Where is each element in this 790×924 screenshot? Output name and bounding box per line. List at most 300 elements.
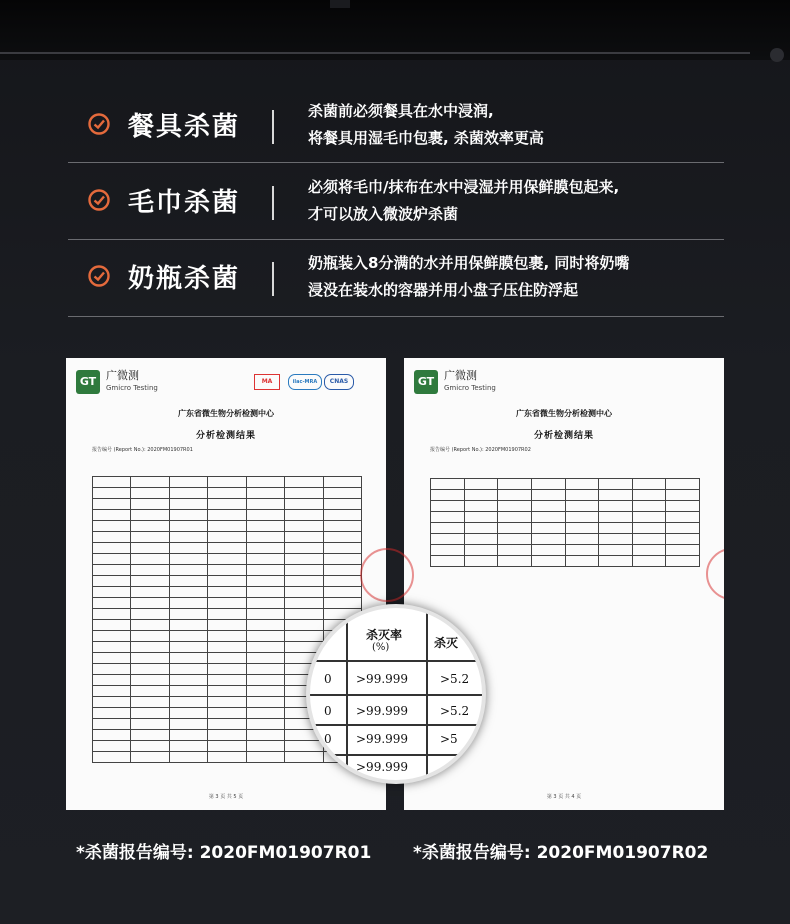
report-table-cell	[246, 642, 284, 653]
report-table-cell	[131, 664, 169, 675]
report-table-cell	[632, 490, 666, 501]
report-table-cell	[208, 510, 246, 521]
report-table	[430, 478, 700, 567]
report-table-cell	[246, 631, 284, 642]
mag-value: >99.999	[356, 760, 409, 774]
report-table-cell	[246, 653, 284, 664]
report-table-cell	[93, 620, 131, 631]
report-table-cell	[93, 587, 131, 598]
report-table-cell	[246, 708, 284, 719]
report-table-cell	[131, 565, 169, 576]
report-table-cell	[246, 521, 284, 532]
report-table-cell	[285, 576, 323, 587]
report-table-cell	[323, 499, 361, 510]
report-table-cell	[93, 488, 131, 499]
report-table-cell	[169, 741, 207, 752]
mag-value: >99.999	[356, 672, 409, 686]
report-table-cell	[131, 653, 169, 664]
report-brand: 广微测 Gmicro Testing	[106, 369, 158, 392]
report-table-cell	[431, 556, 465, 567]
report-table-cell	[632, 534, 666, 545]
gmicro-logo: GT	[414, 370, 438, 394]
report-table-cell	[599, 545, 633, 556]
report-table-cell	[531, 545, 565, 556]
report-table-cell	[131, 477, 169, 488]
report-table-cell	[531, 479, 565, 490]
report-table-cell	[666, 523, 700, 534]
report-table-cell	[599, 556, 633, 567]
report-table-cell	[498, 534, 532, 545]
report-table-cell	[93, 598, 131, 609]
report-table-cell	[93, 686, 131, 697]
report-table-cell	[169, 708, 207, 719]
report-table-cell	[208, 554, 246, 565]
report-table-cell	[93, 532, 131, 543]
report-table-cell	[169, 598, 207, 609]
report-table-cell	[208, 752, 246, 763]
report-table-cell	[285, 477, 323, 488]
report-table-cell	[464, 501, 498, 512]
report-table-cell	[169, 543, 207, 554]
report-table-cell	[93, 631, 131, 642]
report-table-cell	[208, 565, 246, 576]
report-table-row	[93, 598, 362, 609]
report-table-cell	[131, 499, 169, 510]
report-table-cell	[498, 523, 532, 534]
report-table-row	[93, 488, 362, 499]
report-table-cell	[169, 697, 207, 708]
report-table-cell	[246, 609, 284, 620]
report-table-cell	[565, 512, 599, 523]
ilac-cert-icon: ilac-MRA	[288, 374, 322, 390]
feature-row-towel	[68, 164, 724, 240]
report-table-row	[93, 609, 362, 620]
report-number: 报告编号 (Report No.): 2020FM01907R02	[430, 447, 531, 453]
row-divider	[68, 316, 724, 317]
report-table-row	[93, 543, 362, 554]
report-table-row	[93, 510, 362, 521]
report-table-cell	[285, 521, 323, 532]
report-table-cell	[285, 609, 323, 620]
report-table-cell	[531, 556, 565, 567]
report-table-cell	[285, 620, 323, 631]
report-table-cell	[599, 501, 633, 512]
report-table-cell	[93, 642, 131, 653]
report-table-cell	[169, 499, 207, 510]
report-table-cell	[666, 556, 700, 567]
report-table-cell	[323, 543, 361, 554]
report-table-cell	[208, 730, 246, 741]
report-table-cell	[285, 499, 323, 510]
report-table-cell	[208, 664, 246, 675]
report-table-row	[93, 620, 362, 631]
report-table-cell	[131, 532, 169, 543]
report-table-cell	[208, 741, 246, 752]
report-table-cell	[632, 545, 666, 556]
report-table-cell	[131, 587, 169, 598]
report-table-cell	[131, 697, 169, 708]
report-table-cell	[131, 741, 169, 752]
report-table-cell	[93, 510, 131, 521]
report-table-cell	[431, 512, 465, 523]
feature-description	[308, 98, 544, 152]
report-table-cell	[208, 642, 246, 653]
report-table-cell	[464, 545, 498, 556]
report-table-cell	[285, 488, 323, 499]
report-table-cell	[565, 490, 599, 501]
report-table-cell	[464, 479, 498, 490]
mag-value: >5.2	[440, 704, 470, 718]
report-table-cell	[285, 532, 323, 543]
report-heading: 分析检测结果	[533, 431, 594, 441]
report-table-cell	[323, 532, 361, 543]
report-table-cell	[169, 565, 207, 576]
mag-header-unit: (%)	[372, 642, 390, 653]
mag-value: 0	[324, 732, 332, 746]
report-table-cell	[666, 534, 700, 545]
report-table-cell	[131, 576, 169, 587]
report-table-cell	[208, 576, 246, 587]
mag-value: >99.999	[356, 732, 409, 746]
report-table-cell	[169, 477, 207, 488]
report-table-cell	[246, 543, 284, 554]
report-table-cell	[565, 545, 599, 556]
feature-description	[308, 250, 629, 304]
report-table-cell	[323, 565, 361, 576]
report-table-cell	[246, 620, 284, 631]
report-table-cell	[131, 631, 169, 642]
feature-description	[308, 174, 619, 228]
report-table-cell	[169, 730, 207, 741]
report-table-cell	[246, 532, 284, 543]
report-table-cell	[93, 499, 131, 510]
report-table-cell	[531, 490, 565, 501]
feature-divider	[272, 262, 274, 296]
report-table-cell	[208, 543, 246, 554]
report-table-cell	[599, 512, 633, 523]
report-table-cell	[246, 598, 284, 609]
report-table-cell	[632, 512, 666, 523]
report-table-cell	[93, 576, 131, 587]
report-table-cell	[323, 576, 361, 587]
report-table-cell	[169, 532, 207, 543]
cnas-cert-icon: CNAS	[324, 374, 354, 390]
report-caption: *杀菌报告编号: 2020FM01907R02	[413, 843, 709, 863]
report-table-cell	[431, 490, 465, 501]
report-table-cell	[431, 479, 465, 490]
report-table-cell	[169, 719, 207, 730]
report-table-cell	[208, 653, 246, 664]
appliance-knob	[770, 48, 784, 62]
report-table-cell	[93, 752, 131, 763]
report-table-cell	[208, 620, 246, 631]
cma-cert-icon: MA	[254, 374, 280, 390]
report-table-cell	[93, 609, 131, 620]
report-table-cell	[208, 631, 246, 642]
report-table-cell	[131, 675, 169, 686]
report-table-cell	[246, 741, 284, 752]
report-table-cell	[131, 543, 169, 554]
report-table-cell	[498, 545, 532, 556]
report-table-cell	[464, 512, 498, 523]
report-table-cell	[431, 545, 465, 556]
report-table-cell	[498, 490, 532, 501]
report-number: 报告编号 (Report No.): 2020FM01907R01	[92, 447, 193, 453]
report-table-cell	[323, 587, 361, 598]
report-table-cell	[208, 686, 246, 697]
report-table-cell	[208, 719, 246, 730]
report-table-cell	[565, 479, 599, 490]
report-table-cell	[169, 587, 207, 598]
feature-desc-line: 将餐具用湿毛巾包裹, 杀菌效率更高	[308, 129, 544, 147]
report-table-cell	[131, 719, 169, 730]
feature-title: 餐具杀菌	[128, 112, 241, 142]
mag-header: 杀灭率	[366, 628, 403, 642]
feature-title: 毛巾杀菌	[128, 188, 241, 218]
report-table-cell	[131, 598, 169, 609]
report-table-cell	[632, 479, 666, 490]
report-table-cell	[169, 554, 207, 565]
report-table-cell	[93, 653, 131, 664]
report-table-cell	[666, 479, 700, 490]
report-table-cell	[169, 642, 207, 653]
report-table-cell	[208, 609, 246, 620]
report-table-row	[93, 521, 362, 532]
report-table-row	[93, 477, 362, 488]
appliance-rim	[330, 0, 350, 8]
report-table-cell	[666, 545, 700, 556]
report-table-cell	[323, 510, 361, 521]
report-table-cell	[246, 587, 284, 598]
report-table-cell	[531, 501, 565, 512]
feature-row-tableware	[68, 88, 724, 164]
report-table-cell	[632, 523, 666, 534]
report-table-cell	[208, 598, 246, 609]
report-table-cell	[169, 488, 207, 499]
report-org: 广东省微生物分析检测中心	[516, 409, 612, 418]
report-table-cell	[431, 534, 465, 545]
report-table-cell	[169, 686, 207, 697]
report-footer: 第 3 页 共 5 页	[208, 794, 244, 800]
report-table-row	[93, 554, 362, 565]
report-table-cell	[498, 479, 532, 490]
report-table-row	[431, 556, 700, 567]
report-table-cell	[246, 565, 284, 576]
report-table-cell	[246, 554, 284, 565]
report-table-row	[93, 532, 362, 543]
report-table-cell	[93, 675, 131, 686]
report-table-cell	[246, 697, 284, 708]
report-table-cell	[531, 534, 565, 545]
report-table-cell	[246, 752, 284, 763]
feature-divider	[272, 186, 274, 220]
report-table-cell	[131, 510, 169, 521]
report-table-cell	[464, 490, 498, 501]
report-table-cell	[246, 510, 284, 521]
report-table-cell	[246, 477, 284, 488]
mag-value: 0	[324, 672, 332, 686]
report-table-row	[93, 565, 362, 576]
report-table-cell	[498, 556, 532, 567]
report-table-cell	[93, 543, 131, 554]
report-table-cell	[93, 730, 131, 741]
report-table-cell	[208, 675, 246, 686]
report-table-cell	[246, 664, 284, 675]
report-table-cell	[323, 598, 361, 609]
report-table-cell	[246, 675, 284, 686]
report-table-cell	[464, 534, 498, 545]
report-table-cell	[285, 587, 323, 598]
report-table-cell	[531, 523, 565, 534]
report-table-cell	[565, 501, 599, 512]
report-table-cell	[498, 512, 532, 523]
report-table-cell	[208, 697, 246, 708]
report-table-cell	[208, 587, 246, 598]
feature-desc-line: 浸没在装水的容器并用小盘子压住防浮起	[308, 281, 579, 299]
report-table-cell	[632, 556, 666, 567]
report-table-cell	[169, 620, 207, 631]
report-table-cell	[169, 521, 207, 532]
report-table-cell	[464, 556, 498, 567]
report-footer: 第 3 页 共 4 页	[546, 794, 582, 800]
report-table-cell	[323, 477, 361, 488]
report-table-cell	[246, 730, 284, 741]
report-table-cell	[285, 631, 323, 642]
report-table-row	[431, 534, 700, 545]
report-brand: 广微测 Gmicro Testing	[444, 369, 496, 392]
report-table-cell	[285, 543, 323, 554]
feature-desc-line: 杀菌前必须餐具在水中浸润,	[308, 102, 494, 120]
mag-value: 0	[324, 704, 332, 718]
report-table-cell	[323, 521, 361, 532]
appliance-top-edge	[0, 0, 790, 60]
report-table-cell	[93, 697, 131, 708]
report-table-cell	[93, 565, 131, 576]
report-table-cell	[169, 752, 207, 763]
report-table-cell	[208, 708, 246, 719]
report-table-cell	[93, 708, 131, 719]
report-table-cell	[93, 477, 131, 488]
report-table-cell	[666, 501, 700, 512]
report-table-cell	[246, 576, 284, 587]
report-table-cell	[431, 501, 465, 512]
report-table-cell	[285, 565, 323, 576]
mag-value: >5.2	[440, 672, 470, 686]
report-table-cell	[169, 576, 207, 587]
report-table-cell	[323, 554, 361, 565]
report-table-cell	[93, 719, 131, 730]
report-table-cell	[131, 708, 169, 719]
report-table-cell	[131, 642, 169, 653]
mag-value: >99.999	[356, 704, 409, 718]
report-table-cell	[131, 620, 169, 631]
report-table-cell	[666, 512, 700, 523]
report-table-cell	[93, 554, 131, 565]
report-table-row	[431, 501, 700, 512]
report-table-cell	[246, 719, 284, 730]
report-table-cell	[246, 686, 284, 697]
report-table-cell	[93, 664, 131, 675]
report-table-cell	[285, 741, 323, 752]
official-stamp	[360, 548, 414, 602]
report-table-row	[431, 545, 700, 556]
report-table-cell	[169, 631, 207, 642]
report-table-cell	[464, 523, 498, 534]
report-table-cell	[169, 510, 207, 521]
report-table-cell	[285, 554, 323, 565]
feature-row-bottle	[68, 240, 724, 316]
report-table-cell	[169, 609, 207, 620]
report-table-row	[431, 490, 700, 501]
report-table-cell	[666, 490, 700, 501]
mag-header: 杀灭	[434, 636, 459, 650]
check-circle-icon	[88, 265, 110, 287]
report-table-cell	[169, 675, 207, 686]
report-table-row	[93, 587, 362, 598]
report-table-cell	[599, 490, 633, 501]
report-table-cell	[498, 501, 532, 512]
report-table-row	[93, 631, 362, 642]
check-circle-icon	[88, 113, 110, 135]
appliance-edge-line	[0, 52, 750, 54]
report-table-cell	[431, 523, 465, 534]
report-table-cell	[246, 499, 284, 510]
report-table-cell	[131, 609, 169, 620]
report-caption: *杀菌报告编号: 2020FM01907R01	[76, 843, 372, 863]
report-table-cell	[131, 686, 169, 697]
report-table-row	[431, 523, 700, 534]
magnifier-lens	[306, 604, 486, 784]
report-table-cell	[565, 523, 599, 534]
report-table-cell	[246, 488, 284, 499]
report-table-cell	[599, 479, 633, 490]
report-table-cell	[599, 523, 633, 534]
report-table-cell	[565, 534, 599, 545]
feature-desc-line: 奶瓶装入8分满的水并用保鲜膜包裹, 同时将奶嘴	[308, 254, 630, 272]
report-table-row	[431, 512, 700, 523]
report-heading: 分析检测结果	[195, 431, 256, 441]
report-org: 广东省微生物分析检测中心	[178, 409, 274, 418]
report-table-cell	[208, 477, 246, 488]
feature-desc-line: 必须将毛巾/抹布在水中浸湿并用保鲜膜包起来,	[308, 178, 620, 196]
report-table-cell	[208, 488, 246, 499]
report-table-cell	[599, 534, 633, 545]
report-table-cell	[632, 501, 666, 512]
feature-desc-line: 才可以放入微波炉杀菌	[308, 205, 459, 223]
report-table-cell	[531, 512, 565, 523]
report-table-cell	[208, 499, 246, 510]
check-circle-icon	[88, 189, 110, 211]
report-table-row	[93, 576, 362, 587]
report-table-row	[431, 479, 700, 490]
report-table-row	[93, 499, 362, 510]
report-table-cell	[131, 488, 169, 499]
report-table-cell	[565, 556, 599, 567]
report-table-cell	[131, 521, 169, 532]
report-table-cell	[93, 741, 131, 752]
report-table-cell	[208, 532, 246, 543]
gmicro-logo: GT	[76, 370, 100, 394]
feature-divider	[272, 110, 274, 144]
mag-value: >5	[440, 732, 458, 746]
report-table-cell	[208, 521, 246, 532]
report-table-cell	[169, 653, 207, 664]
row-divider	[68, 162, 724, 163]
report-table-cell	[131, 752, 169, 763]
report-table-cell	[131, 554, 169, 565]
feature-title: 奶瓶杀菌	[128, 264, 241, 294]
report-table-cell	[323, 488, 361, 499]
